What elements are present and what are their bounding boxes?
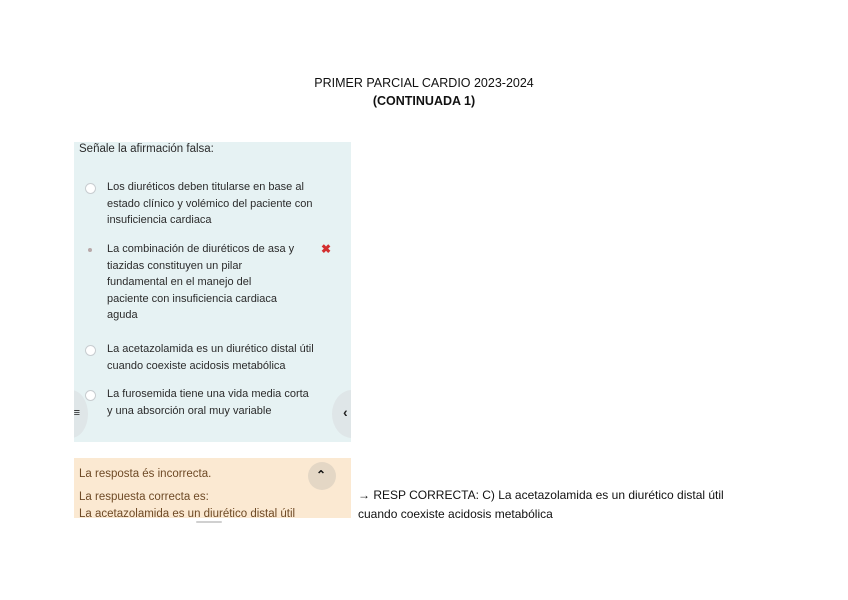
option-text-a: Los diuréticos deben titularse en base al estado clínico y volémico del paciente con insuficiencia cardiaca [107,181,313,226]
option-text-b: La combinación de diuréticos de asa y tiazidas constituyen un pilar fundamental en el manejo del paciente con insuficiencia cardiaca aguda [107,243,295,321]
answer-option-b[interactable] [85,241,347,324]
correct-answer-intro: La respuesta correcta es: [79,491,209,503]
correct-answer-note [358,486,798,524]
quiz-question-panel [74,142,351,442]
wrong-answer-icon: ✖ [321,242,332,256]
title-subtitle: (CONTINUADA 1) [372,94,476,108]
answer-note-text: → RESP CORRECTA: C) La acetazolamida es un diurético distal útil cuando coexiste acidosis metabólica [358,488,724,521]
document-title [0,74,848,110]
answer-option-a[interactable] [85,179,347,229]
radio-button-a[interactable] [85,183,96,194]
option-text-d: La furosemida tiene una vida media corta y una absorción oral muy variable [107,388,309,417]
answer-option-c[interactable] [85,341,347,374]
title-main: PRIMER PARCIAL CARDIO 2023-2024 [314,76,534,90]
option-text-c: La acetazolamida es un diurético distal útil cuando coexiste acidosis metabólica [107,343,314,372]
feedback-panel [74,458,351,518]
chevron-up-icon: ⌃ [316,468,327,482]
menu-icon: ≡ [74,407,80,419]
chevron-left-icon: ‹ [343,404,348,420]
incorrect-message: La resposta és incorrecta. [79,468,212,480]
radio-button-c[interactable] [85,345,96,356]
correct-answer-text: La acetazolamida es un diurético distal útil [79,508,296,518]
collapse-feedback-button[interactable] [308,462,336,490]
radio-button-b-selected[interactable] [85,245,94,254]
answer-option-d[interactable] [85,386,347,419]
question-text: Señale la afirmación falsa: [79,143,214,155]
radio-button-d[interactable] [85,390,96,401]
scroll-handle[interactable] [196,521,222,523]
